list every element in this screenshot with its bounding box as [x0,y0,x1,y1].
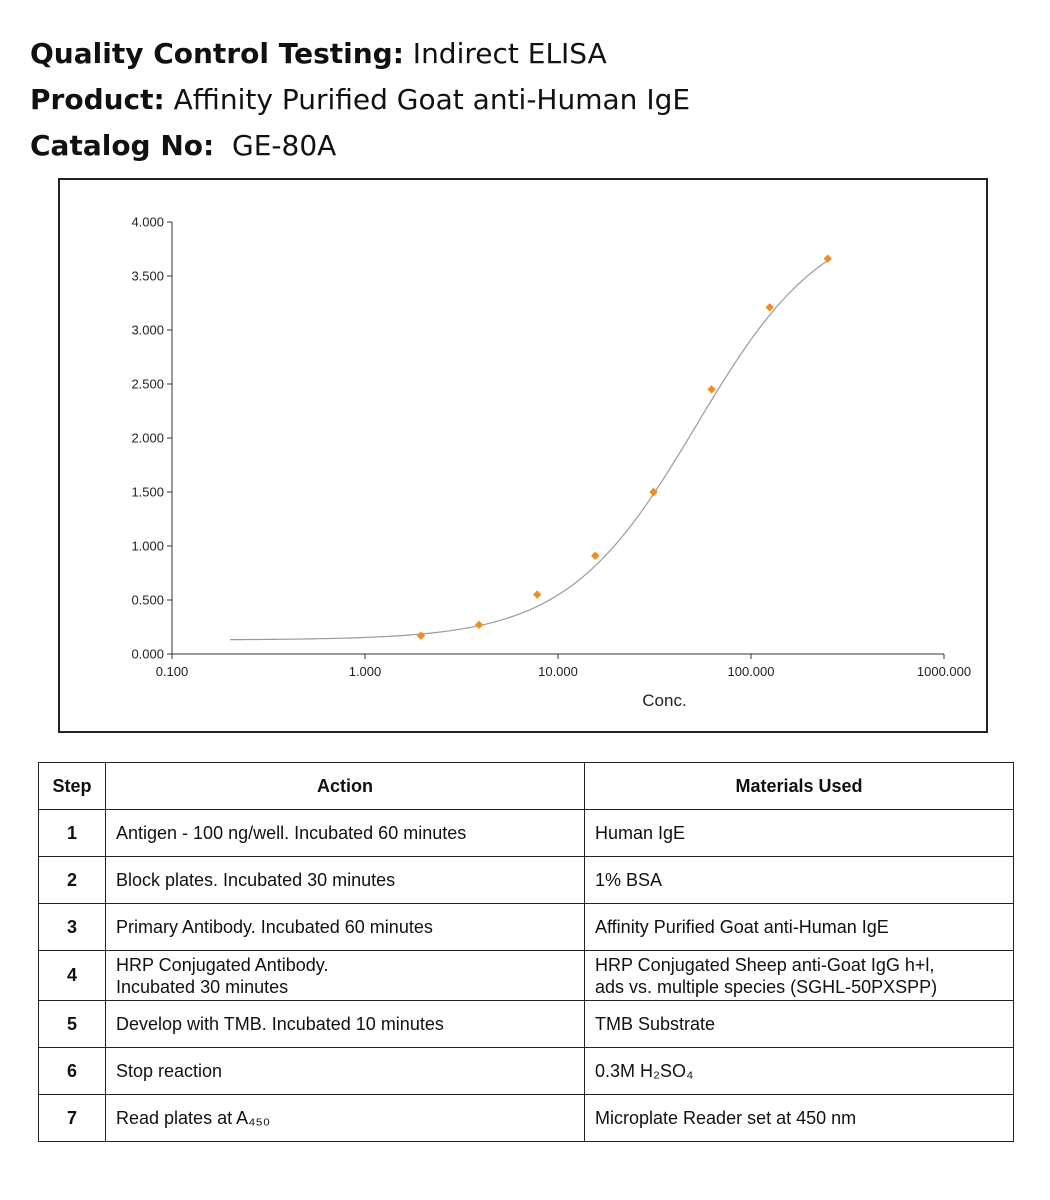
data-point [591,552,599,560]
header-line-product [30,83,690,117]
y-tick-label: 3.000 [131,322,164,338]
step-number: 6 [39,1048,106,1095]
step-materials [585,951,1014,1001]
header-materials: Materials Used [585,763,1014,810]
step-action [106,857,585,904]
x-tick-label: 10.000 [538,664,578,679]
table-row [39,1095,1014,1142]
table-row [39,1001,1014,1048]
chart-frame [58,178,988,733]
elisa-chart [60,180,986,731]
materials-line: Human IgE [595,823,686,843]
materials-line: HRP Conjugated Sheep anti-Goat IgG h+l, [595,954,935,975]
data-point [533,590,541,598]
test-label: Quality Control Testing: [30,37,404,70]
y-tick-label: 1.500 [131,484,164,500]
step-materials [585,1048,1014,1095]
catalog-label: Catalog No: [30,129,215,162]
table-row [39,1048,1014,1095]
data-point [475,621,483,629]
step-action [106,810,585,857]
step-action [106,1048,585,1095]
header-line-catalog [30,129,336,163]
step-number: 7 [39,1095,106,1142]
data-point [707,385,715,393]
materials-line: ads vs. multiple species (SGHL-50PXSPP) [595,976,938,997]
x-tick-label: 1000.000 [916,664,972,679]
materials-line: 1% BSA [595,870,663,890]
test-value: Indirect ELISA [403,37,607,70]
step-number: 5 [39,1001,106,1048]
step-number: 1 [39,810,106,857]
step-materials [585,810,1014,857]
x-tick-label: 0.100 [155,664,189,679]
y-tick-label: 4.000 [131,214,164,230]
materials-line: Affinity Purified Goat anti-Human IgE [595,917,889,937]
step-materials [585,1001,1014,1048]
step-action [106,904,585,951]
step-number: 2 [39,857,106,904]
table-row [39,857,1014,904]
y-tick-label: 0.500 [131,592,164,608]
action-line: HRP Conjugated Antibody. [116,954,329,975]
catalog-value: GE-80A [214,129,337,162]
action-line: Stop reaction [116,1061,223,1081]
step-number: 4 [39,951,106,1001]
product-value: Affinity Purified Goat anti-Human IgE [164,83,691,116]
step-materials [585,857,1014,904]
step-materials [585,1095,1014,1142]
y-tick-label: 3.500 [131,268,164,284]
table-row [39,810,1014,857]
materials-line: 0.3M H₂SO₄ [595,1061,694,1081]
table-body [39,810,1014,1142]
step-number: 3 [39,904,106,951]
data-point [417,631,425,639]
header-step: Step [39,763,106,810]
y-tick-label: 2.500 [131,376,164,392]
step-action [106,1001,585,1048]
x-tick-label: 1.000 [348,664,382,679]
action-line: Read plates at A₄₅₀ [116,1108,271,1128]
header-action: Action [106,763,585,810]
action-line: Primary Antibody. Incubated 60 minutes [116,917,433,937]
data-point [824,255,832,263]
table-row [39,951,1014,1001]
y-tick-label: 0.000 [131,646,164,662]
materials-line: Microplate Reader set at 450 nm [595,1108,857,1128]
data-point [766,303,774,311]
step-action [106,951,585,1001]
action-line: Block plates. Incubated 30 minutes [116,870,396,890]
product-label: Product: [30,83,165,116]
materials-line: TMB Substrate [595,1014,716,1034]
step-materials [585,904,1014,951]
fit-curve-line [230,260,828,639]
protocol-table [38,762,1014,1142]
header-line-test [30,37,607,71]
step-action [106,1095,585,1142]
table-header-row [39,763,1014,810]
y-tick-label: 1.000 [131,538,164,554]
x-axis-title: Conc. [642,691,687,710]
x-tick-label: 100.000 [727,664,775,679]
action-line: Develop with TMB. Incubated 10 minutes [116,1014,444,1034]
table-row [39,904,1014,951]
y-tick-label: 2.000 [131,430,164,446]
action-line: Antigen - 100 ng/well. Incubated 60 minutes [116,823,467,843]
action-line: Incubated 30 minutes [116,976,289,997]
